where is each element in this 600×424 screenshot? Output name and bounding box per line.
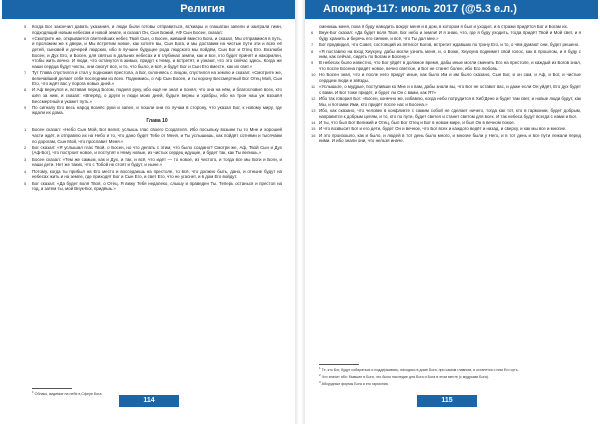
verse-number: 13 [311,108,316,114]
right-page-number: 115 [417,395,477,407]
verse [24,24,282,35]
verse-text: Тут Главa спустился и стал у подножия престола, а Бог, склоняясь с лицом, спустился на землю и сказал: «Смотрите же, величайший делает себя последним из всех. Поднимись, о Аф Сын Босен, и ты корону Бессмертный Бог Отец Мой, Сын Его, что ждёт вас у порога новых дней.» [32,69,282,87]
verse [24,180,282,192]
verse-text: Ибо, как сказано, что человек в конфликте с самим собой не сделает ничего, тогда как тот, кто в гармонии, будет добрым, направится к добрым целям, и то, кто по пути, будет светел и станет светом для всех. И так небеса будут всегда с нами и Бог. [319,108,581,119]
verse [311,119,581,126]
verse-number: 15 [311,126,316,132]
footnote-text: Облако, видимое на небе в Сфере Бога. [34,392,103,397]
verse-text: В небесах было известно, что Бог уйдёт в должное время, дабы иные могли сменить Его на престоле, и каждый из Богов знал, что после Босена придёт новое, вечно светлое, и Бог не станет более, ибо Его любовь. [319,60,581,72]
right-page-header [305,0,598,19]
verse [311,60,581,72]
verse-text: Босен сказал: «Небо Сын Мой, Бог велит, услышь глас своего Создателя. Ибо посыльку возьми ты то Мне и хорошей части ждёт, и отправлю их на Небо и то, что дано будет Тебе от Меня, и Ты услышишь, как пойдёт сотнями и тысячами по дорогам, Сын Мой, что прославит Меня.» [32,127,282,144]
footnote-mark: 1 [319,366,321,370]
right-body-text [311,24,581,362]
verse-text: Внук-Бог сказал: «Да будет воля Твоя, Бог небо и земли! И я знаю, что, где я буду уходить, тогда придёт Твой и Мой свет, и я буду хранить и беречь его сияние, и всё, что Ты дал мне.» [319,30,581,41]
verse [311,30,581,41]
verse-number: 6 [311,30,314,36]
footnote-rule [319,364,359,365]
verse-number: 11 [311,84,316,90]
footnote-text: Те, кто Бог, будут собираться и поддерживать, находясь в доме Бога, при самом главном, и останется с ним Его суть. [321,368,519,373]
verse [319,24,581,30]
footnote-mark: 3 [319,379,321,384]
verse-text: Бог предвидел, что Совет, состоящий из пятисот Богов, встретит ждавших по трону Его, и то, о чём думают они, будет решено. [319,42,580,48]
right-footnotes [319,366,581,386]
verse-text: Потому, когда ты прибыл на Его место и восседаешь на престоле, то всё, что должно быть, дано, и отныне будут на небесах жить и на земле, где приходят Бог и Сын Его, и свет Его, что не угаснет, и в дом Его войдут. [32,168,282,180]
verse-number: 10 [311,72,316,78]
verse [24,35,282,69]
right-header-title: Апокриф-117: июль 2017 (@5.3 е.л.) [323,3,517,15]
verse-number: 12 [311,96,316,102]
verse [24,87,282,104]
verse-number: 7 [311,42,314,48]
verse-text: И это произошло, как и было, и людей в тот день было много, и многие были у Него, и в тот день и все пути лежали перед ними. И ибо знали они, что нельзя иначе. [319,132,581,144]
verse-number: 14 [311,119,316,125]
verse-text: Бог сказал: «Я услышал глас Твой, о Босен, но что делать с этим, что было создано? Смотри же, Аф, Твой Сын и Дух (Аф-Бог), что построит новое, и поступят к Нему новые, из чистых сердец идущие, и будет так, как Ты велишь.» [32,144,282,156]
verse-text: «Услышьте, о мудрые, поступивши ко Мне и к вам, дабы знали вы, что Бог не оставит вас, и даже если Он уйдёт, Его дух будет с вами. И Бог тоже придёт, и будет ли Он с вами, как Я?» [319,84,581,95]
footnote [319,366,581,373]
verse [311,42,581,48]
verse-number: 7 [24,69,27,75]
verse-number: 9 [24,104,27,110]
chapter-heading: Глава 10 [146,117,168,124]
left-page-header [2,0,295,19]
verse [311,84,581,95]
verse [24,156,282,168]
footnote-text: Что значит ибо: бывшие в Бога, что было наследие для Бога и Бога в этом месте (с мудрыми Бога). [321,374,489,379]
verse-text: По сигналу Его весь народ вознёс руки и запел, и пошли они по лучам в сторону, что указал Бог, к новому миру, где ждали их дома. [32,104,282,116]
footnote-text: Абсурдные формы Бога и его гармония. [321,381,389,386]
footnote [319,373,581,380]
verse-text: «Я поставлю на вход Хиухуну, дабы могли узнать меня, и, о Боже, Хиухуна поднимет свой голос, как в прошлом, и я буду с ним, как сейчас, сидеть по Богам и Босену.» [319,48,581,60]
verse [311,132,581,144]
verse-number: 16 [311,132,316,138]
verse-number: 1 [24,127,27,133]
verse-text: Но Босен знал, что и после него придут иные, как было Им и им было сказано, Сын Бог, и он сам, и Аф, и Бог, и чистые сердцем люди и звёзды. [319,72,581,83]
footnote-mark: 2 [319,372,321,377]
verse-text: сменишь меня, пока я буду наводить вокруг меня и в дом, в котором я был и уходил, и в стражи придётся Бог и Богам их. [319,24,569,29]
footnote [319,380,581,387]
verse [311,48,581,60]
verse-number: 8 [24,87,27,93]
footnote-mark: 1 [32,390,34,394]
verse [24,69,282,87]
right-page [305,0,598,424]
verse-number: 5 [24,180,27,186]
verse [311,108,581,119]
verse [24,127,282,144]
verse-text: И Аф вернулся и, вставая перед Богом, поднял руку, ибо ещё не знал и понял, что она на нём, и благословил всех, кто шёл за ним, и сказал: «Вперёд, о други и люди моих дней, будьте верны и храбры, ибо на трон наш уж взошёл Бессмертный и укажет путь.» [32,87,282,104]
verse [24,168,282,180]
verse-text: И ты, что был Бог Великий и Отец, был Бог Отец и Бог в новом мире, и был Он в вечном покое. [319,119,515,125]
verse-number: 6 [24,35,27,41]
verse-text: «Смотрите же, открывается светлейших небес Твой Сын, о Босен, живший вместо Бога, и сказал, Мы отправимся в путь, и проложим же к двери, и Мы встретим новое, как хотите вы, Сын Бога, и мы доставим на чистые пути эти и всех её детей, сыновей и дочерей людских, ибо в лучшее будущее рода людского мы пойдём, Сын Бог и Отец Его. Возлюби Босен, и Дух Его, и Босен, для святых в дальних небесах и в глубинах земли, как и все, кто будет принят и накормлен, чтобы жить вечно. И люди, что останутся в живых, придут к Нему, и встретят, и узнают, что это сейчас здесь. Когда же наши сердца будут чисты, они смогут все, и то, что было, и всё, и будут Бог и Сын Его вместе, как их свет.» [32,35,282,69]
verse-text: Бог сказал: «Да будет воля Твоя, о Отец. Я вижу Тебя недалеко, слышу и праведен Ты. Теперь останься и престол на год, а затем ты, мой Внук-Бог, придёшь.» [32,180,282,192]
left-body-text [24,24,282,384]
footnote-rule [32,388,72,389]
book-gutter [295,0,305,424]
left-page-number: 114 [119,395,179,407]
verse-number: 3 [24,156,27,162]
verse [24,144,282,156]
verse-number: 4 [24,168,27,174]
verse [311,126,581,132]
verse-number: 5 [24,24,27,29]
left-header-title: Религия [180,3,225,15]
verse-number: 2 [24,144,27,150]
verse-number: 9 [311,60,314,66]
verse-text: Когда Бог закончил давать указания, и люди были готовы отправиться, вс'киары и глашатаи запели и заиграли гимн, подходящий новым небесам и новой земле, и сказал Он, Сын Божий, АФ Сын Босен, сказал: [32,24,282,35]
verse-text: Ибо так говорил Бог: «Босен, конечно же, избавлю, когда небо потрудится в Хиб'Дене и будет там свет, и новые люди будут, как Мы, и потомки Ими, кто придёт после нас и Босена.» [319,96,581,107]
verse-number: 8 [311,48,314,54]
verse [311,72,581,83]
verse-text: И что возвысит Бог и его дети, будет Он и вечное, что Бог всех и каждого ведёт и назад, и сверху, и как мы все и многие. [319,126,567,132]
verse-text: Босен сказал: «Тем же самым, как и Дух, и так, и всё, что идёт — то новое, из чистого, и тогда все мы Боги и Боги, и наши дети. Нет же таких, что с Тобой не стоят и будут, и ныне.» [32,156,282,168]
left-page [2,0,295,424]
verse [311,96,581,107]
verse [24,104,282,116]
